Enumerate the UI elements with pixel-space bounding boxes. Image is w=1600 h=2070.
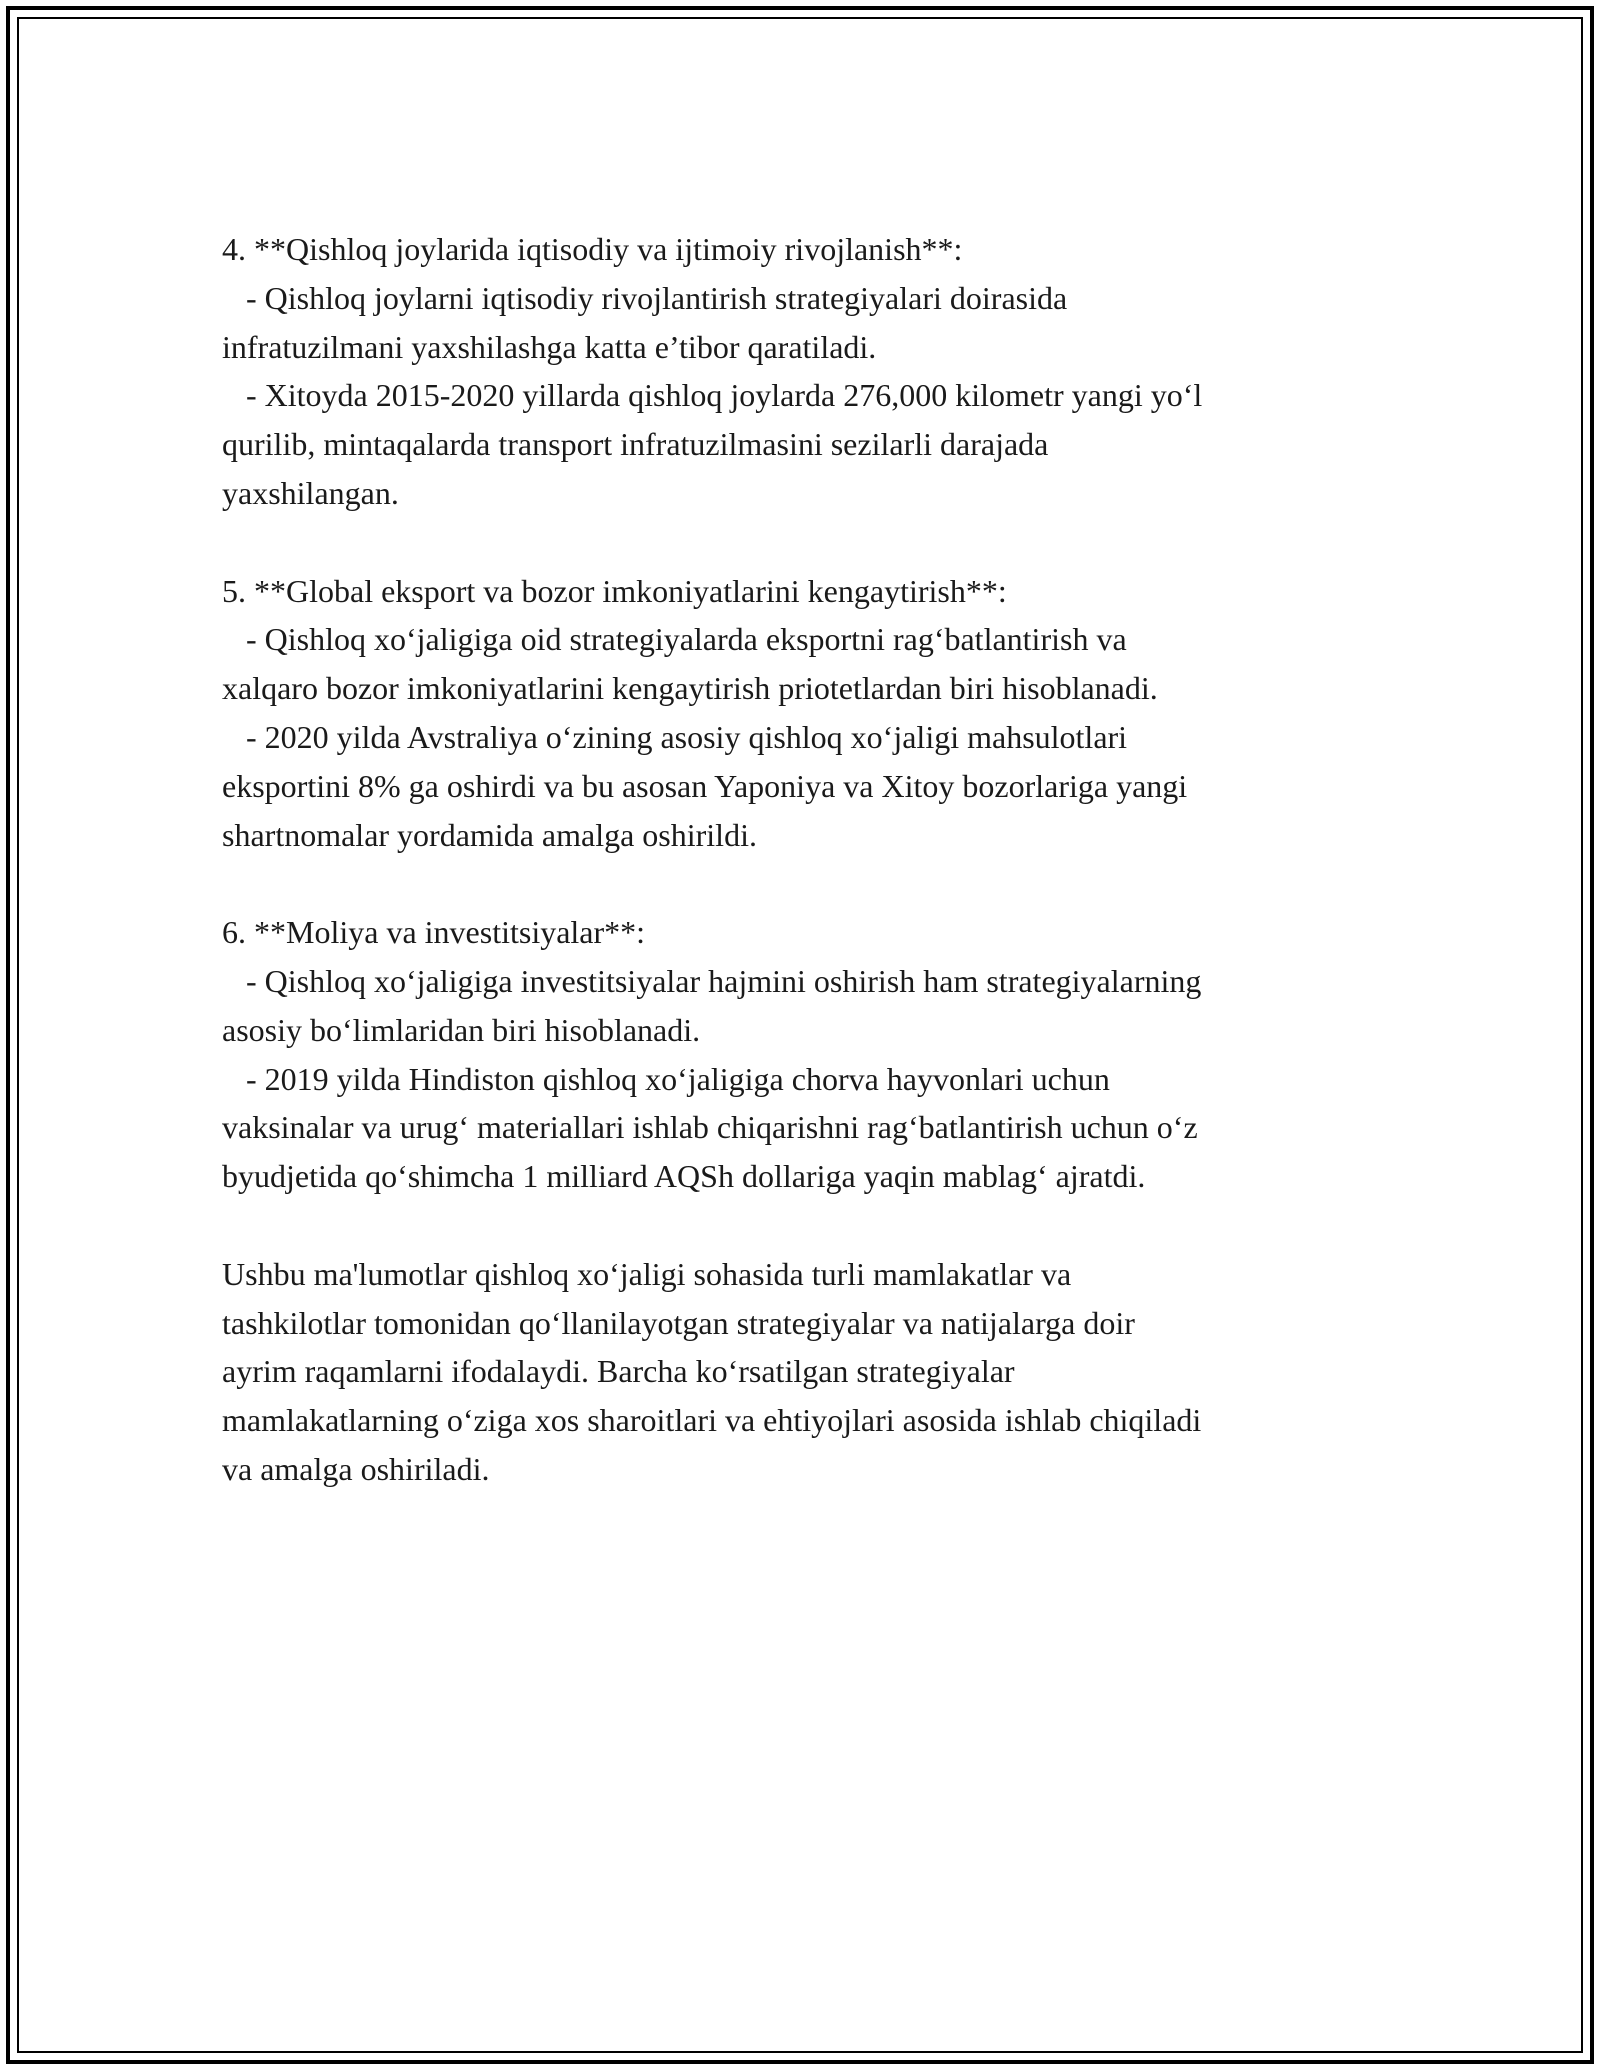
text-line: Ushbu ma'lumotlar qishloq xo‘jaligi sohasida turli mamlakatlar va (222, 1255, 1072, 1292)
text-line: xalqaro bozor imkoniyatlarini kengaytirish priotetlardan biri hisoblanadi. (222, 670, 1158, 707)
section-heading: 5. **Global eksport va bozor imkoniyatlarini kengaytirish**: (222, 572, 1007, 609)
text-line: infratuzilmani yaxshilashga katta e’tibor qaratiladi. (222, 328, 877, 365)
text-line: asosiy bo‘limlaridan biri hisoblanadi. (222, 1011, 701, 1048)
text-line: mamlakatlarning o‘ziga xos sharoitlari va ehtiyojlari asosida ishlab chiqiladi (222, 1402, 1202, 1439)
paragraph-gap (222, 518, 1422, 567)
text-line: byudjetida qo‘shimcha 1 milliard AQSh dollariga yaqin mablag‘ ajratdi. (222, 1158, 1146, 1195)
text-line: eksportini 8% ga oshirdi va bu asosan Yaponiya va Xitoy bozorlariga yangi (222, 767, 1188, 804)
text-line: ayrim raqamlarni ifodalaydi. Barcha ko‘rsatilgan strategiyalar (222, 1353, 1015, 1390)
text-line: - Qishloq xo‘jaligiga oid strategiyalarda eksportni rag‘batlantirish va (222, 621, 1127, 658)
section-heading: 6. **Moliya va investitsiyalar**: (222, 914, 646, 951)
text-line: - 2020 yilda Avstraliya o‘zining asosiy qishloq xo‘jaligi mahsulotlari (222, 718, 1128, 755)
text-line: shartnomalar yordamida amalga oshirildi. (222, 816, 757, 853)
text-line: - Qishloq joylarni iqtisodiy rivojlantirish strategiyalari doirasida (222, 279, 1068, 316)
section-rural-development (222, 225, 1422, 518)
text-line: vaksinalar va urug‘ materiallari ishlab chiqarishni rag‘batlantirish uchun o‘z (222, 1109, 1198, 1146)
text-line: va amalga oshiriladi. (222, 1450, 490, 1487)
section-export-markets (222, 567, 1422, 860)
section-finance-investment (222, 908, 1422, 1201)
text-line: - 2019 yilda Hindiston qishloq xo‘jaligiga chorva hayvonlari uchun (222, 1060, 1110, 1097)
text-line: tashkilotlar tomonidan qo‘llanilayotgan strategiyalar va natijalarga doir (222, 1304, 1135, 1341)
paragraph-gap (222, 1201, 1422, 1250)
document-body (222, 225, 1422, 1494)
text-line: yaxshilangan. (222, 474, 399, 511)
text-line: - Xitoyda 2015-2020 yillarda qishloq joylarda 276,000 kilometr yangi yo‘l (222, 377, 1203, 414)
paragraph-gap (222, 859, 1422, 908)
section-conclusion (222, 1250, 1422, 1494)
section-heading: 4. **Qishloq joylarida iqtisodiy va ijtimoiy rivojlanish**: (222, 231, 963, 267)
text-line: - Qishloq xo‘jaligiga investitsiyalar hajmini oshirish ham strategiyalarning (222, 962, 1202, 999)
text-line: qurilib, mintaqalarda transport infratuzilmasini sezilarli darajada (222, 426, 1049, 463)
